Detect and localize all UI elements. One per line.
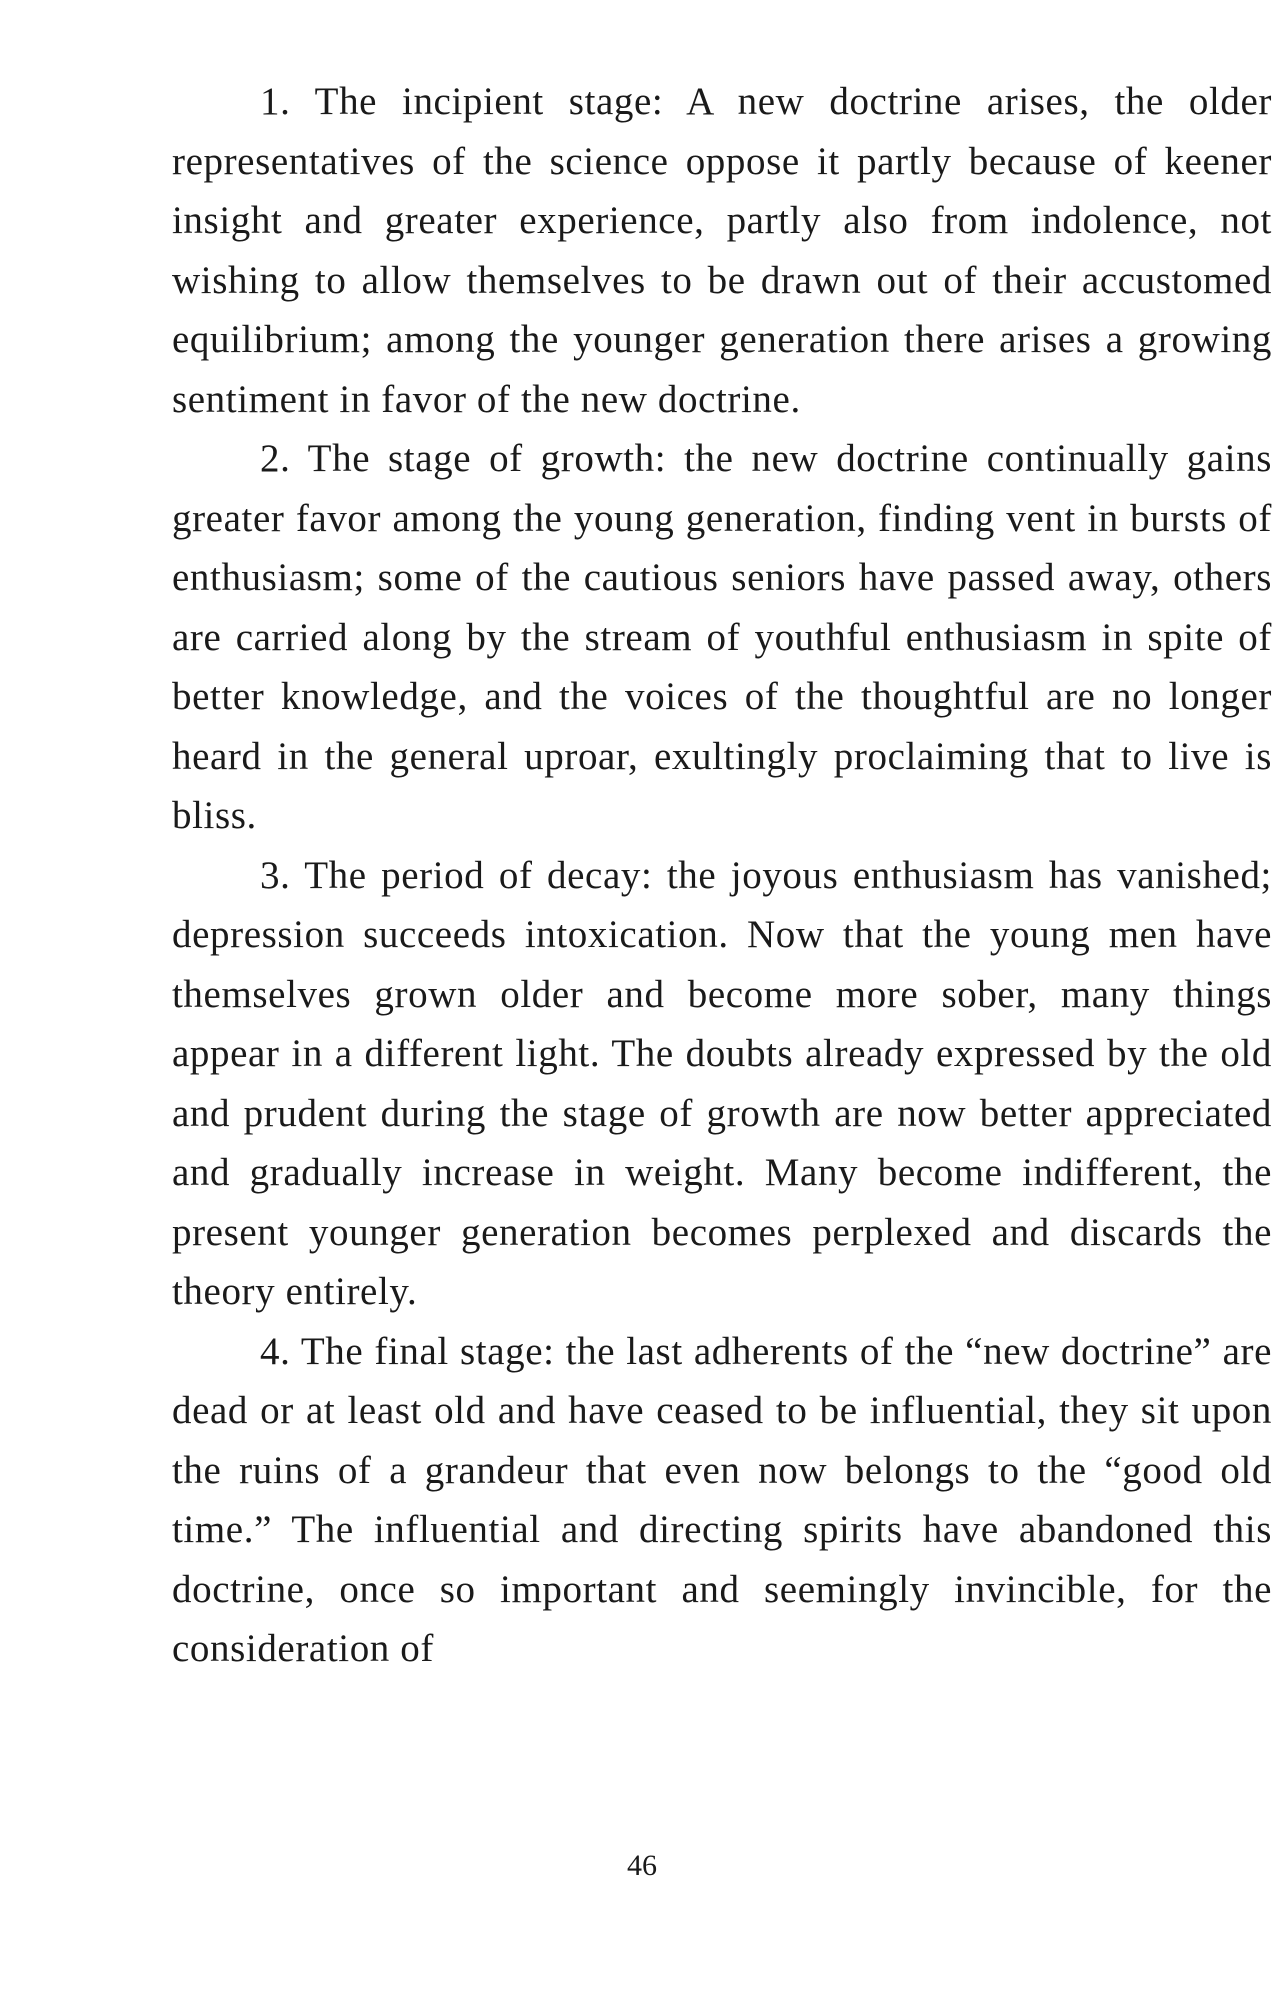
- paragraph-final-stage: 4. The final stage: the last adherents of the “new doctrine” are dead or at least old and have ceased to be influential, they sit upon the ruins of a grandeur that even now belongs to the “good old time.” The influential and directing spirits have abandoned this doctrine, once so important and seemingly invincible, for the consideration of: [172, 1329, 1272, 1670]
- body-text: [172, 72, 1272, 1679]
- paragraph-stage-of-growth: 2. The stage of growth: the new doctrine continually gains greater favor among the young generation, finding vent in bursts of enthusiasm; some of the cautious seniors have passed away, others are carried along by the stream of youthful enthusiasm in spite of better knowledge, and the voices of the thoughtful are no longer heard in the general uproar, exultingly proclaiming that to live is bliss.: [172, 437, 1272, 837]
- paragraph-period-of-decay: 3. The period of decay: the joyous enthusiasm has vanished; depression succeeds intoxication. Now that the young men have themselves grown older and become more sober, many things appear in a different light. The doubts already expressed by the old and prudent during the stage of growth are now better appreciated and gradually increase in weight. Many become indifferent, the present younger generation becomes perplexed and discards the theory entirely.: [172, 853, 1272, 1313]
- paragraph-incipient-stage: 1. The incipient stage: A new doctrine arises, the older representatives of the science oppose it partly because of keener insight and greater experience, partly also from indolence, not wishing to allow themselves to be drawn out of their accustomed equilibrium; among the younger generation there arises a growing sentiment in favor of the new doctrine.: [172, 80, 1272, 421]
- page-number: 46: [627, 1849, 657, 1882]
